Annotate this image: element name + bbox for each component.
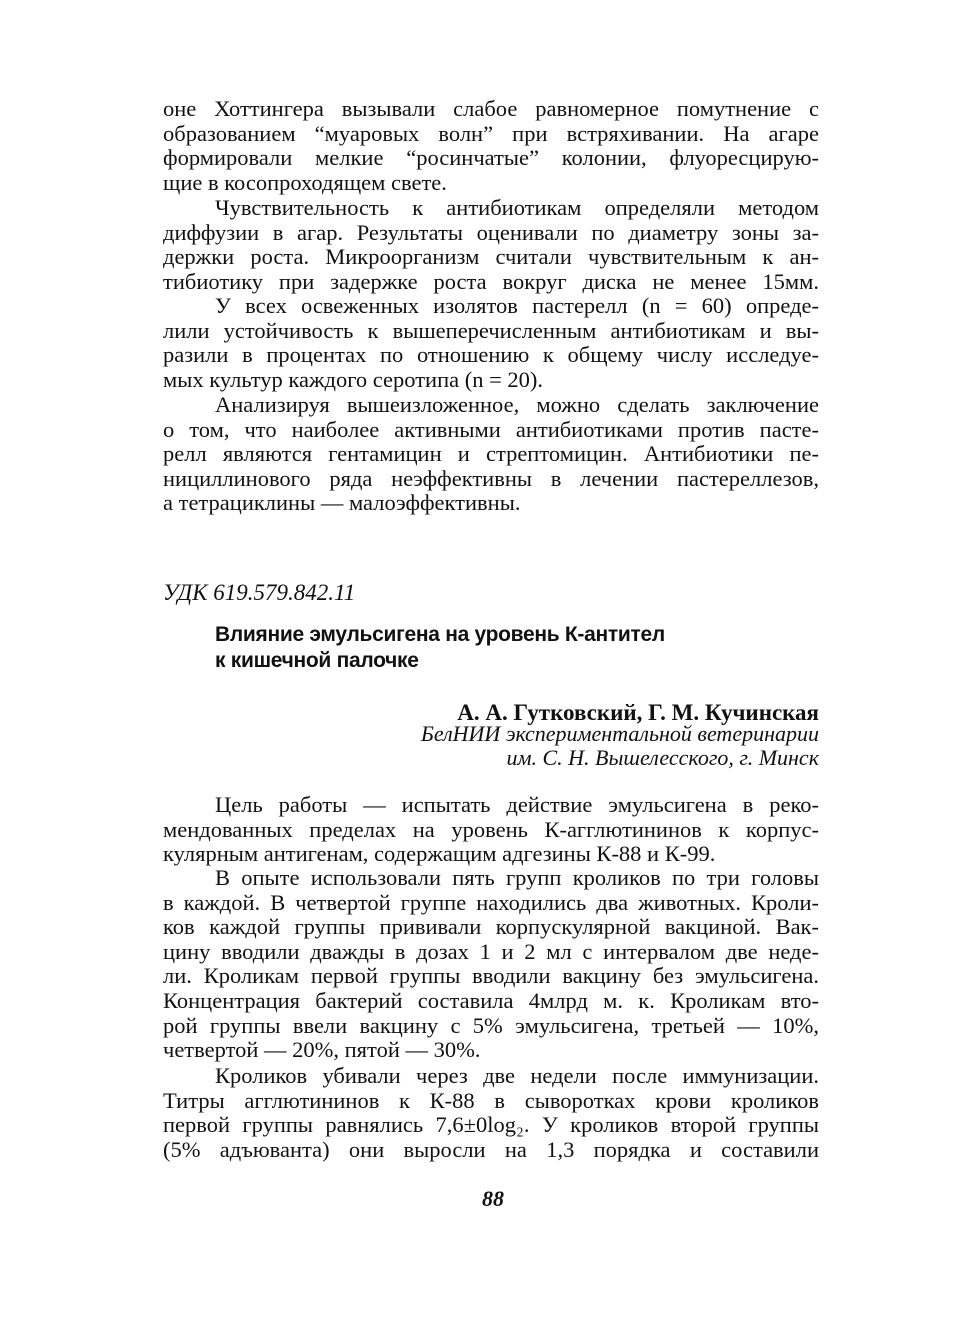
text-line: ков каждой группы прививали корпускулярной вакциной. Вак-	[163, 914, 819, 940]
text-line: о том, что наиболее активными антибиотиками против пасте-	[163, 416, 819, 442]
paragraph-prev-3	[163, 294, 819, 392]
title-line: Влияние эмульсигена на уровень К-антител	[215, 623, 665, 646]
text-line: рой группы ввели вакцину с 5% эмульсигена, третьей — 10%,	[163, 1012, 819, 1038]
text-line: тибиотику при задержке роста вокруг диска не менее 15мм.	[163, 268, 819, 294]
text-line: оне Хоттингера вызывали слабое равномерное помутнение с	[163, 96, 819, 121]
affiliation-line: им. С. Н. Вышелесского, г. Минск	[506, 745, 819, 770]
text-line: В опыте использовали пять групп кроликов по три головы	[215, 865, 819, 890]
text-line: мендованных пределах на уровень К-агглютининов к корпус-	[163, 816, 819, 842]
text-line: Концентрация бактерий составила 4млрд м. к. Кроликам вто-	[163, 987, 819, 1013]
text-line: мых культур каждого серотипа (n = 20).	[163, 366, 544, 392]
text-line: лили устойчивость к вышеперечисленным антибиотикам и вы-	[163, 317, 819, 343]
text-line: диффузии в агар. Результаты оценивали по диаметру зоны за-	[163, 219, 819, 245]
article-affiliation	[421, 722, 819, 770]
text-line: Титры агглютининов к К-88 в сыворотках крови кроликов	[163, 1087, 819, 1113]
text-line: кулярным антигенам, содержащим адгезины К-88 и К-99.	[163, 841, 716, 867]
text-line: образованием “муаровых волн” при встряхивании. На агаре	[163, 120, 819, 146]
text-line: первой группы равнялись 7,6±0log₂. У кроликов второй группы	[163, 1112, 819, 1138]
paragraph-prev-2	[163, 196, 819, 294]
text-line: Чувствительность к антибиотикам определяли методом	[215, 195, 819, 220]
article-title	[215, 622, 665, 674]
title-line: к кишечной палочке	[215, 649, 419, 672]
text-line: держки роста. Микроорганизм считали чувствительным к ан-	[163, 244, 819, 270]
text-line: щие в косопроходящем свете.	[163, 169, 447, 195]
text-line: Кроликов убивали через две недели после иммунизации.	[215, 1063, 819, 1088]
paragraph-body-1	[163, 793, 819, 867]
page-number: 88	[482, 1186, 504, 1211]
text-line: Цель работы — испытать действие эмульсигена в реко-	[215, 792, 819, 817]
udk-code: УДК 619.579.842.11	[163, 580, 356, 605]
text-line: а тетрациклины — малоэффективны.	[163, 490, 521, 516]
paragraph-body-3	[163, 1064, 819, 1162]
text-line: цину вводили дважды в дозах 1 и 2 мл с интервалом две неде-	[163, 938, 819, 964]
text-line: ли. Кроликам первой группы вводили вакцину без эмульсигена.	[163, 963, 819, 989]
text-line: релл являются гентамицин и стрептомицин. Антибиотики пе-	[163, 441, 819, 467]
text-line: У всех освеженных изолятов пастерелл (n = 60) опреде-	[215, 293, 819, 318]
text-line: в каждой. В четвертой группе находились два животных. Кроли-	[163, 889, 819, 915]
paragraph-body-2	[163, 866, 819, 1063]
text-line: Анализируя вышеизложенное, можно сделать заключение	[215, 392, 819, 417]
text-line: разили в процентах по отношению к общему числу исследуе-	[163, 342, 819, 368]
text-line: формировали мелкие “росинчатые” колонии, флуоресцирую-	[163, 145, 819, 171]
text-line: четвертой — 20%, пятой — 30%.	[163, 1037, 481, 1063]
paragraph-prev-4	[163, 393, 819, 516]
text-line: (5% адъюванта) они выросли на 1,3 порядка и составили	[163, 1136, 819, 1162]
text-line: нициллинового ряда неэффективны в лечении пастереллезов,	[163, 465, 819, 491]
article-authors: А. А. Гутковский, Г. М. Кучинская	[457, 700, 819, 725]
affiliation-line: БелНИИ экспериментальной ветеринарии	[420, 721, 819, 746]
paragraph-prev-1	[163, 97, 819, 195]
